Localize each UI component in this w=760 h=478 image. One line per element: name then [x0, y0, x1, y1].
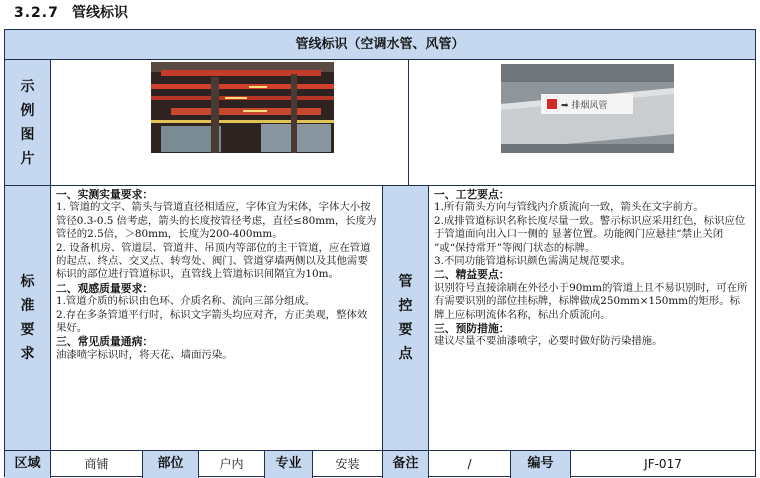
section-heading-line: 三、预防措施：	[434, 322, 510, 336]
example-label: 示 例 图 片	[5, 60, 51, 186]
paragraph-line: 2. 设备机房、管道层、管道井、吊顶内等部位的主干管道，应在管道的起点、终点、交叉点、转弯处、阀门、管道穿墙两侧以及其他需要标识的部位进行管道标识，直管线上管道标识间隔宜为10m。	[56, 241, 371, 281]
paragraph-line: 2.成排管道标识名称长度尽量一致。警示标识应采用红色，标识应位于管道面向出入口一侧的 显著位置。功能阀门应悬挂“禁止关闭 ”或“保持常开”等阀门状态的标牌。	[434, 214, 746, 254]
example-photo-duct-sign	[501, 64, 674, 153]
paragraph-line: 识别符号直接涂刷在外径小于90mm的管道上且不易识别时，可在所有需要识别的部位挂标牌，标牌做成250mm×150mm的矩形。标牌上应标明流体名称，标出介质流向。	[434, 281, 748, 321]
section-heading-line: 二、观感质量要求：	[56, 281, 154, 295]
location-label: 部位	[143, 451, 199, 478]
section-heading-line: 一、实测实量要求：	[56, 188, 154, 201]
remark-value: /	[429, 451, 511, 478]
location-value: 户内	[199, 451, 265, 478]
example-photo-cell-1	[51, 60, 409, 186]
paragraph-line: 2.存在多条管道平行时，标识文字箭头均应对齐，方正美观，整体效果好。	[56, 308, 368, 335]
section-heading-line: 一、工艺要点：	[434, 188, 510, 201]
control-label: 管 控 要 点	[383, 186, 429, 451]
paragraph-line: 3.不同功能管道标识颜色需满足规范要求。	[434, 255, 631, 268]
code-value: JF-017	[644, 457, 682, 471]
section-title: 管线标识	[72, 5, 128, 21]
standard-requirements-text	[51, 186, 383, 451]
remark-label: 备注	[383, 451, 429, 478]
area-label: 区域	[5, 451, 51, 478]
discipline-value: 安装	[313, 451, 383, 478]
duct-sign-text: ➡ 排烟风管	[561, 101, 608, 111]
paragraph-line: 建议尽量不要油漆喷字，必要时做好防污染措施。	[434, 335, 663, 348]
paragraph-line: 油漆喷字标识时，将天花、墙面污染。	[56, 348, 233, 361]
section-heading-line: 三、常见质量通病：	[56, 335, 154, 349]
paragraph-line: 1. 管道的文字、箭头与管道直径相适应，字体宜为宋体，字体大小按管径0.3-0.5 倍考虑，箭头的长度按管径考虑，直径≤80mm，长度为管径的2.5倍，＞80mm，长度为200-400mm。	[56, 201, 377, 241]
paragraph-line: 1.所有箭头方向与管线内介质流向一致，箭头在文字前方。	[434, 201, 704, 214]
section-number: 3.2.7	[14, 5, 59, 21]
example-photo-cell-2	[409, 60, 755, 186]
paragraph-line: 1.管道介质的标识由色环、介质名称、流向三部分组成。	[56, 295, 316, 308]
spec-table	[4, 29, 756, 477]
area-value: 商铺	[51, 451, 143, 478]
control-points-text	[429, 186, 755, 451]
section-heading-line: 二、精益要点：	[434, 268, 510, 282]
standard-label: 标 准 要 求	[5, 186, 51, 451]
discipline-label: 专业	[265, 451, 313, 478]
section-heading	[14, 2, 128, 24]
code-label: 编号	[511, 451, 571, 478]
table-title: 管线标识（空调水管、风管）	[5, 30, 755, 60]
example-photo-pipes-red	[151, 62, 334, 153]
